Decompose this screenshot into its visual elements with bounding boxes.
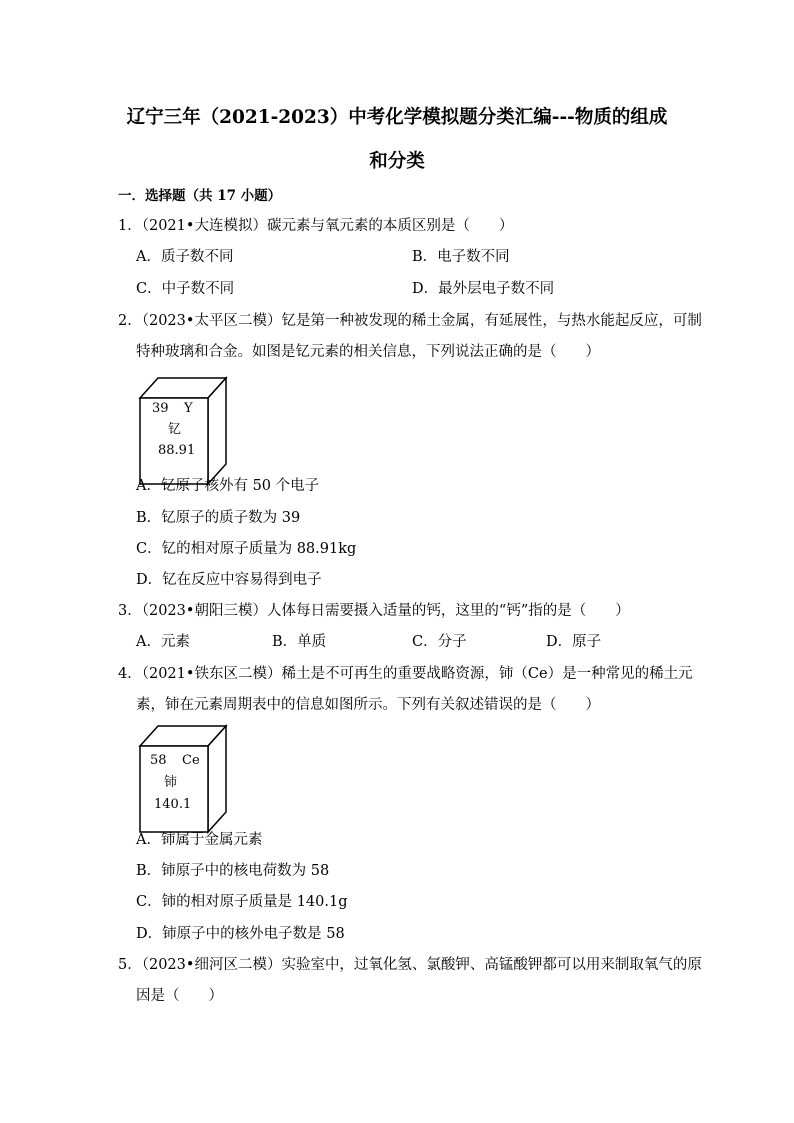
question-5 [118,955,702,975]
option-d: D．原子 [546,634,602,650]
question-3 [118,601,630,621]
question-text: （2021•铁东区二模）稀土是不可再生的重要战略资源，铈（Ce）是一种常见的稀土元 [141,666,693,682]
question-number: 5． [118,957,142,973]
element-symbol: Ce [182,753,200,768]
question-text: （2021•大连模拟）碳元素与氧元素的本质区别是（ ） [141,218,514,234]
option-a: A．钇原子核外有 50 个电子 [136,478,320,494]
section-heading: 一．选择题（共 17 小题） [118,188,282,204]
question-number: 4． [118,666,142,682]
option-c: C．钇的相对原子质量为 88.91kg [136,541,357,557]
question-number: 1． [118,218,142,234]
atomic-mass: 140.1 [154,797,192,812]
question-text: （2023•细河区二模）实验室中，过氧化氢、氯酸钾、高锰酸钾都可以用来制取氧气的原 [141,957,702,973]
option-b: B．钇原子的质子数为 39 [136,510,301,526]
atomic-mass: 88.91 [158,443,196,458]
atomic-number: 58 [150,753,167,768]
option-b: B．铈原子中的核电荷数为 58 [136,863,330,879]
option-a: A．元素 [136,634,190,650]
question-text-continued: 素，铈在元素周期表中的信息如图所示。下列有关叙述错误的是（ ） [136,697,600,713]
option-a: A．铈属于金属元素 [136,832,263,848]
option-d: D．最外层电子数不同 [412,281,555,297]
question-2 [118,311,702,331]
option-c: C．中子数不同 [136,281,235,297]
element-cell-cerium [138,724,228,834]
element-name: 铈 [164,775,178,790]
element-cell-yttrium [138,376,228,486]
title-line-2: 和分类 [369,151,425,172]
element-name: 钇 [168,422,182,437]
option-b: B．单质 [272,634,327,650]
element-symbol: Y [184,401,193,416]
question-number: 2． [118,313,142,329]
document-title [110,96,684,184]
option-b: B．电子数不同 [412,249,510,265]
atomic-number: 39 [152,401,169,416]
question-1 [118,216,513,236]
option-c: C．铈的相对原子质量是 140.1g [136,894,348,910]
option-c: C．分子 [412,634,467,650]
question-4 [118,664,693,684]
question-text: （2023•太平区二模）钇是第一种被发现的稀土金属，有延展性，与热水能起反应，可制 [141,313,702,329]
cube-frame [138,724,228,834]
title-line-1: 辽宁三年（2021-2023）中考化学模拟题分类汇编---物质的组成 [126,107,668,128]
cube-frame [138,376,228,486]
option-a: A．质子数不同 [136,249,234,265]
question-number: 3． [118,603,142,619]
question-text-continued: 因是（ ） [136,988,223,1004]
question-text-continued: 特种玻璃和合金。如图是钇元素的相关信息，下列说法正确的是（ ） [136,344,600,360]
question-text: （2023•朝阳三模）人体每日需要摄入适量的钙，这里的“钙”指的是（ ） [141,603,630,619]
option-d: D．钇在反应中容易得到电子 [136,572,322,588]
option-d: D．铈原子中的核外电子数是 58 [136,926,345,942]
